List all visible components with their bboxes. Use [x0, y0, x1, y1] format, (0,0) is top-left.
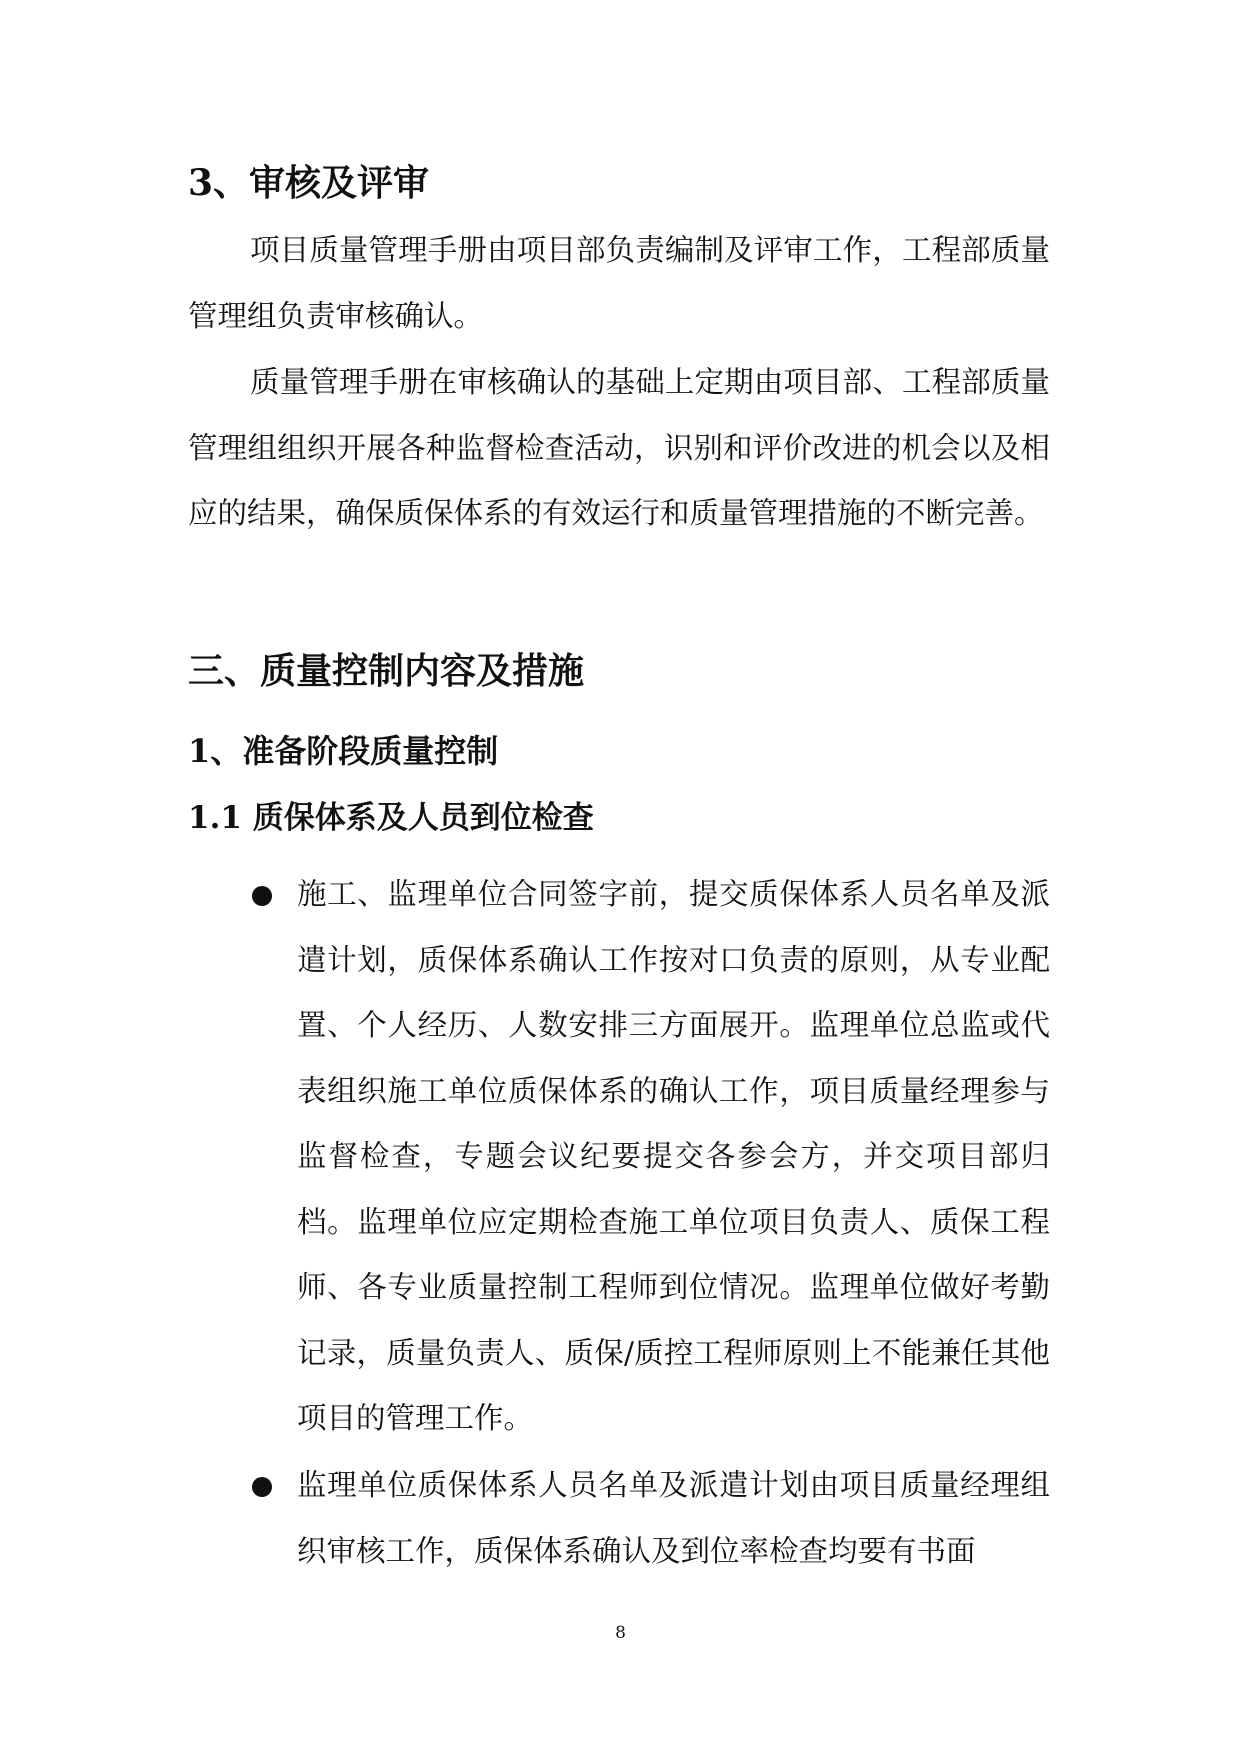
bullet-text: 施工、监理单位合同签字前，提交质保体系人员名单及派遣计划，质保体系确认工作按对口负责的原则，从专业配置、个人经历、人数安排三方面展开。监理单位总监或代表组织施工单位质保体系的确认工作，项目质量经理参与监督检查，专题会议纪要提交各参会方，并交项目部归档。监理单位应定期检查施工单位项目负责人、质保工程师、各专业质量控制工程师到位情况。监理单位做好考勤记录，质量负责人、质保/质控工程师原则上不能兼任其他项目的管理工作。 — [297, 877, 1050, 1435]
subheading-personnel-check: 1.1 质保体系及人员到位检查 — [188, 800, 594, 836]
page-number: 8 — [615, 1623, 626, 1643]
bullet-dot-icon — [252, 886, 272, 906]
section-heading-quality-control: 三、质量控制内容及措施 — [188, 650, 585, 692]
bullet-dot-icon — [252, 1477, 272, 1497]
subheading-preparation-stage: 1、准备阶段质量控制 — [188, 732, 499, 770]
subheading-review: 3、审核及评审 — [188, 162, 430, 204]
paragraph-manual-compilation: 项目质量管理手册由项目部负责编制及评审工作，工程部质量管理组负责审核确认。 — [188, 233, 1050, 333]
bullet-text: 监理单位质保体系人员名单及派遣计划由项目质量经理组织审核工作，质保体系确认及到位率检查均要有书面 — [297, 1468, 1050, 1568]
paragraph-manual-supervision: 质量管理手册在审核确认的基础上定期由项目部、工程部质量管理组组织开展各种监督检查活动，识别和评价改进的机会以及相应的结果，确保质保体系的有效运行和质量管理措施的不断完善。 — [188, 365, 1050, 530]
